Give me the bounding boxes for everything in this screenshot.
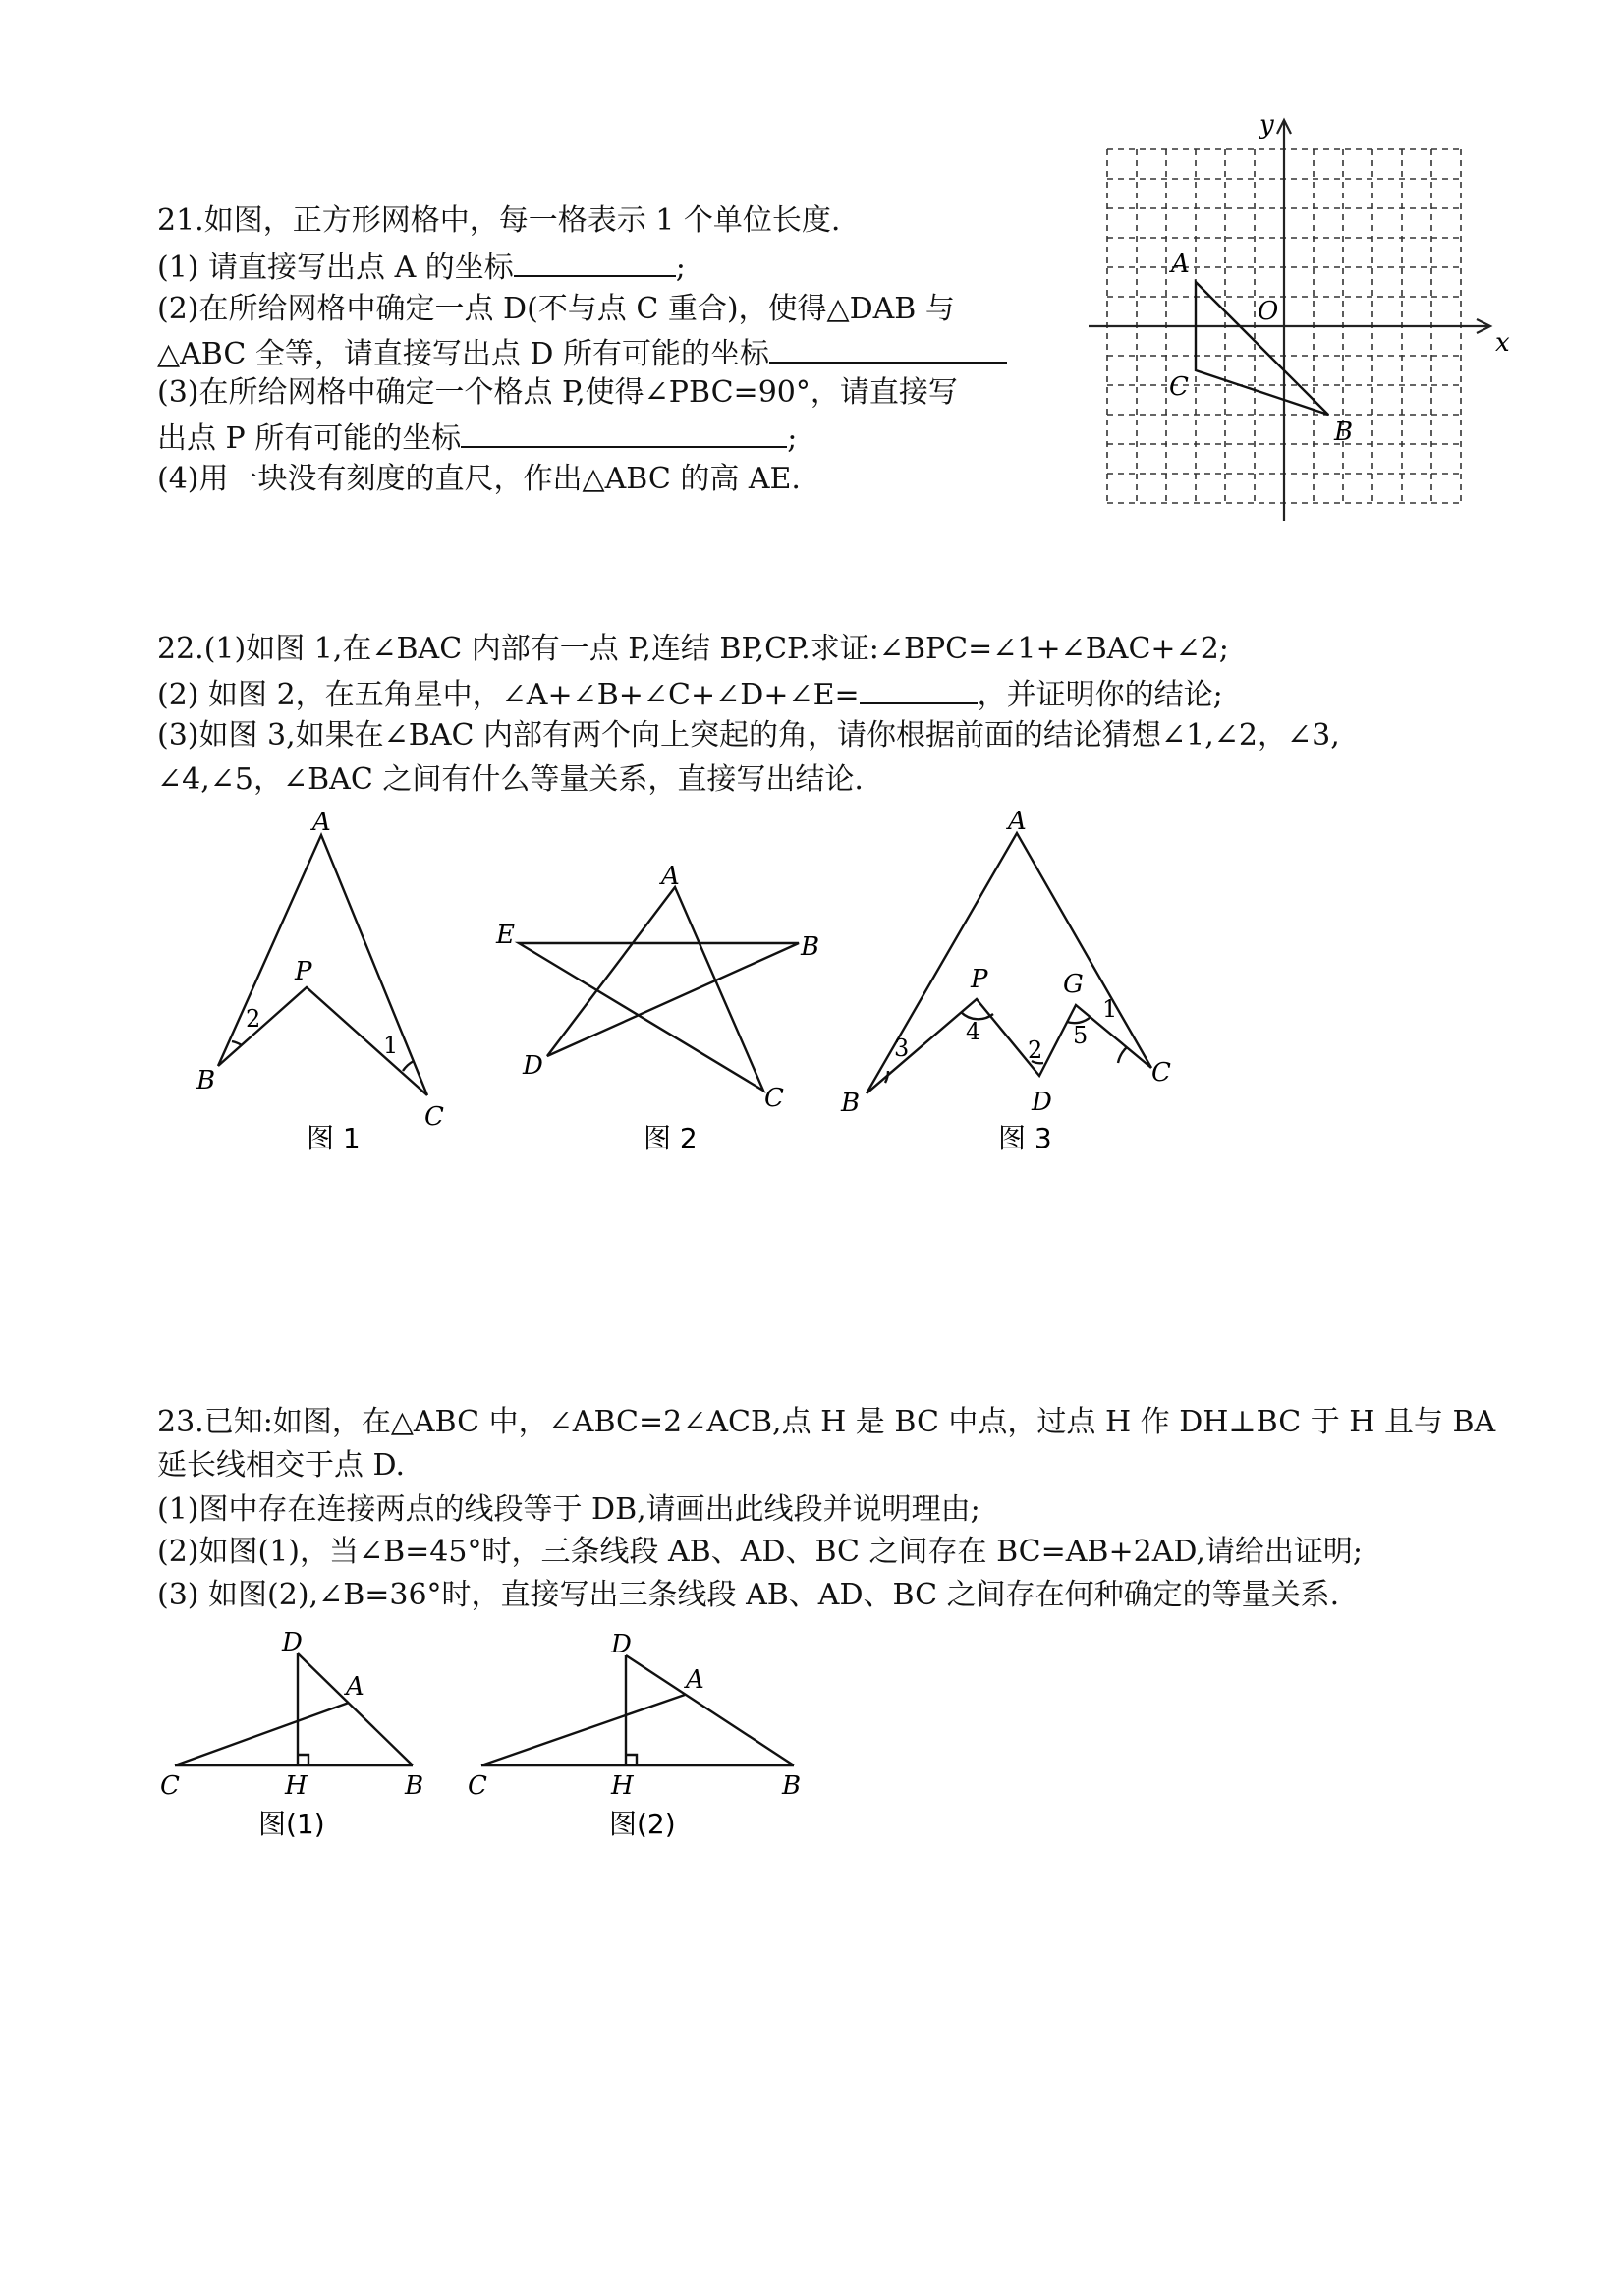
q21-line-1: 21.如图，正方形网格中，每一格表示 1 个单位长度. <box>157 203 841 238</box>
q23-fig2-label-a: A <box>686 1665 704 1695</box>
q23-fig1-label-d: D <box>282 1628 303 1657</box>
fig3-label-p: P <box>971 965 988 994</box>
fig1-label-c: C <box>424 1102 444 1132</box>
fig3-label-d: D <box>1032 1088 1052 1117</box>
q22-line-2 <box>157 673 1223 715</box>
axes <box>1089 120 1490 521</box>
fig2-label-a: A <box>661 862 680 891</box>
q23-line-4: (2)如图(1)，当∠B=45°时，三条线段 AB、AD、BC 之间存在 BC=AB+2AD,请给出证明; <box>157 1535 1363 1569</box>
x-axis-label: x <box>1495 328 1510 358</box>
origin-label: O <box>1258 297 1279 326</box>
q21-line-3: (2)在所给网格中确定一点 D(不与点 C 重合)，使得△DAB 与 <box>157 292 955 326</box>
figure-2 <box>491 855 825 1159</box>
q21-part1-end: ; <box>675 251 686 285</box>
q23-line-2: 延长线相交于点 D. <box>157 1448 406 1483</box>
q21-part1-text: (1) 请直接写出点 A 的坐标 <box>157 251 514 285</box>
q23-fig1-label-h: H <box>285 1771 308 1801</box>
fig1-label-p: P <box>295 957 312 986</box>
fig2-label-c: C <box>764 1084 784 1113</box>
q23-fig1-label-b: B <box>405 1771 424 1801</box>
q23-figure-2 <box>462 1621 815 1847</box>
q22-part2-text: (2) 如图 2，在五角星中，∠A+∠B+∠C+∠D+∠E= <box>157 678 860 712</box>
q21-line-4 <box>157 332 1007 374</box>
fig3-caption: 图 3 <box>998 1122 1052 1154</box>
y-axis-label: y <box>1259 110 1274 140</box>
q23-line-5: (3) 如图(2),∠B=36°时，直接写出三条线段 AB、AD、BC 之间存在何种确定的等量关系. <box>157 1578 1340 1612</box>
q22-line-4: ∠4,∠5，∠BAC 之间有什么等量关系，直接写出结论. <box>157 762 864 797</box>
q23-fig1-caption: 图(1) <box>258 1808 325 1840</box>
q22-part2-end: ，并证明你的结论; <box>977 678 1223 712</box>
q21-part3-text: 出点 P 所有可能的坐标 <box>157 421 462 456</box>
fig3-angle-2: 2 <box>1028 1036 1043 1064</box>
fig2-label-e: E <box>496 921 515 950</box>
figure-1 <box>187 801 472 1164</box>
fig3-label-g: G <box>1063 970 1084 999</box>
fig1-angle-2: 2 <box>246 1005 261 1033</box>
point-a-label: A <box>1171 250 1190 279</box>
q21-part2-text: △ABC 全等，请直接写出点 D 所有可能的坐标 <box>157 337 769 371</box>
q23-fig2-caption: 图(2) <box>609 1808 676 1840</box>
q21-line-5: (3)在所给网格中确定一个格点 P,使得∠PBC=90°，请直接写 <box>157 375 958 410</box>
q22-line-1: 22.(1)如图 1,在∠BAC 内部有一点 P,连结 BP,CP.求证:∠BPC=∠1+∠BAC+∠2; <box>157 632 1229 666</box>
q23-fig1-label-c: C <box>160 1771 180 1801</box>
q23-line-1: 23.已知:如图，在△ABC 中，∠ABC=2∠ACB,点 H 是 BC 中点，过点 H 作 DH⊥BC 于 H 且与 BA <box>157 1405 1496 1439</box>
q21-part3-end: ; <box>787 421 798 456</box>
answer-blank-d[interactable] <box>769 332 1007 364</box>
answer-blank-a[interactable] <box>514 246 676 277</box>
fig3-angle-3: 3 <box>894 1035 910 1062</box>
fig1-caption: 图 1 <box>307 1122 361 1154</box>
point-b-label: B <box>1334 418 1354 447</box>
coordinate-grid-figure <box>1081 108 1510 531</box>
fig2-caption: 图 2 <box>644 1122 698 1154</box>
fig2-label-b: B <box>801 932 820 962</box>
fig1-angle-1: 1 <box>383 1032 399 1059</box>
answer-blank-p[interactable] <box>461 417 787 448</box>
fig3-angle-4: 4 <box>966 1018 981 1045</box>
q22-line-3: (3)如图 3,如果在∠BAC 内部有两个向上突起的角，请你根据前面的结论猜想∠1,∠2，∠3, <box>157 718 1340 753</box>
fig3-label-c: C <box>1151 1058 1171 1088</box>
fig3-label-a: A <box>1008 807 1027 836</box>
fig2-label-d: D <box>523 1051 543 1081</box>
q23-fig2-label-h: H <box>611 1771 634 1801</box>
q23-fig2-label-c: C <box>468 1771 487 1801</box>
q21-line-6 <box>157 417 797 459</box>
q21-line-2 <box>157 246 686 288</box>
q23-figure-1 <box>157 1621 442 1847</box>
q23-fig2-label-d: D <box>611 1630 632 1659</box>
answer-blank-star[interactable] <box>860 673 978 704</box>
fig1-label-a: A <box>312 808 331 837</box>
figure-3 <box>835 801 1189 1159</box>
q23-line-3: (1)图中存在连接两点的线段等于 DB,请画出此线段并说明理由; <box>157 1492 980 1527</box>
point-c-label: C <box>1169 372 1189 402</box>
fig3-label-b: B <box>841 1089 861 1118</box>
fig3-angle-5: 5 <box>1073 1022 1089 1049</box>
q21-line-7: (4)用一块没有刻度的直尺，作出△ABC 的高 AE. <box>157 462 801 496</box>
q23-fig1-label-a: A <box>346 1672 364 1702</box>
q23-fig2-label-b: B <box>782 1771 802 1801</box>
fig1-label-b: B <box>196 1066 216 1095</box>
fig3-angle-1: 1 <box>1102 995 1118 1023</box>
